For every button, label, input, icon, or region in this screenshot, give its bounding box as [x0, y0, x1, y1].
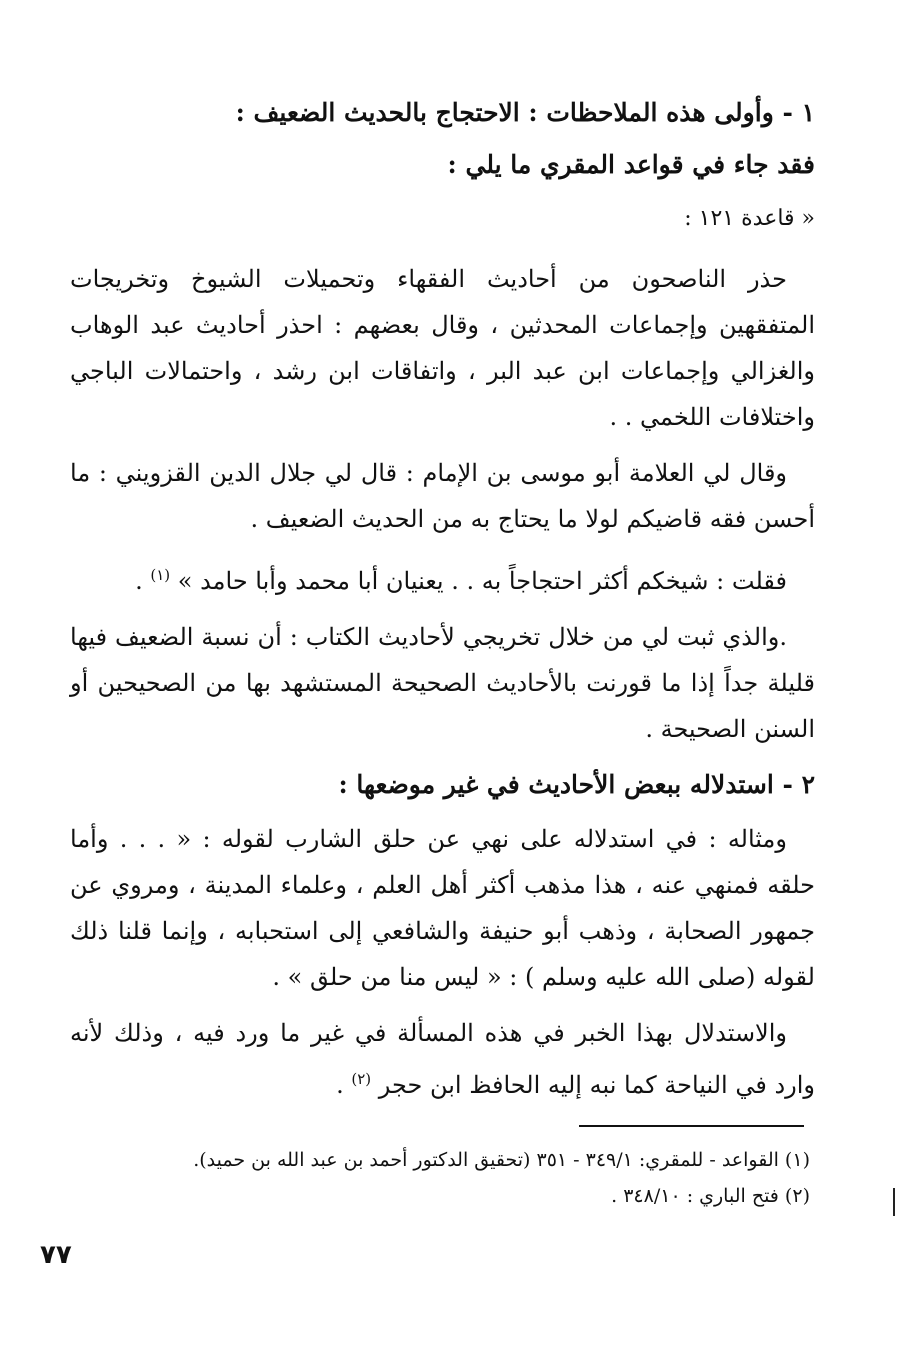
heading-weak-hadith: ١ - وأولى هذه الملاحظات : الاحتجاج بالحديث الضعيف : [235, 98, 815, 127]
footnote-2: (٢) فتح الباري : ٣٤٨/١٠ . [611, 1185, 810, 1207]
paragraph-6-end: . [336, 1071, 352, 1099]
heading-misplaced-evidence: ٢ - استدلاله ببعض الأحاديث في غير موضعها : [338, 770, 815, 799]
paragraph-6 [70, 1010, 815, 1108]
footnote-ref-2: (٢) [351, 1070, 372, 1088]
paragraph-3-text: فقلت : شيخكم أكثر احتجاجاً به . . يعنيان أبا محمد وأبا حامد » [177, 567, 787, 595]
heading-maqqari-rules: فقد جاء في قواعد المقري ما يلي : [447, 150, 815, 179]
page-number: ٧٧ [40, 1240, 72, 1270]
page-body [70, 90, 815, 1118]
paragraph-1: حذر الناصحون من أحاديث الفقهاء وتحميلات الشيوخ وتخريجات المتفقهين وإجماعات المحدثين ، وقال بعضهم : احذر أحاديث عبد الوهاب والغزالي وإجماعات ابن عبد البر ، واتفاقات ابن رشد ، واحتمالات الباجي واختلافات اللخمي . . [70, 265, 815, 431]
paragraph-4: .والذي ثبت لي من خلال تخريجي لأحاديث الكتاب : أن نسبة الضعيف فيها قليلة جداً إذا ما قورنت بالأحاديث الصحيحة المستشهد بها من الصحيحين أو السنن الصحيحة . [70, 623, 815, 743]
paragraph-2: وقال لي العلامة أبو موسى بن الإمام : قال لي جلال الدين القزويني : ما أحسن فقه قاضيكم لولا ما يحتاج به من الحديث الضعيف . [70, 459, 815, 533]
paragraph-6-text: والاستدلال بهذا الخبر في هذه المسألة في غير ما ورد فيه ، وذلك لأنه وارد في النياحة كما نبه إليه الحافظ ابن حجر [70, 1019, 815, 1099]
footnotes [80, 1142, 810, 1214]
paragraph-3 [70, 552, 815, 604]
rule-label: « قاعدة ١٢١ : [684, 206, 815, 231]
footnote-ref-1: (١) [150, 566, 171, 584]
footnote-1: (١) القواعد - للمقري: ٣٤٩/١ - ٣٥١ (تحقيق الدكتور أحمد بن عبد الله بن حميد). [193, 1149, 810, 1171]
paragraph-3-end: . [135, 567, 151, 595]
paragraph-5: ومثاله : في استدلاله على نهي عن حلق الشارب لقوله : « . . . وأما حلقه فمنهي عنه ، هذا مذهب أكثر أهل العلم ، وعلماء المدينة ، ومروي عن جمهور الصحابة ، وذهب أبو حنيفة والشافعي إلى استحبابه ، وإنما قلنا ذلك لقوله (صلى الله عليه وسلم ) : « ليس منا من حلق » . [70, 825, 815, 991]
footnote-separator [579, 1125, 804, 1127]
page-edge-mark [893, 1188, 895, 1216]
